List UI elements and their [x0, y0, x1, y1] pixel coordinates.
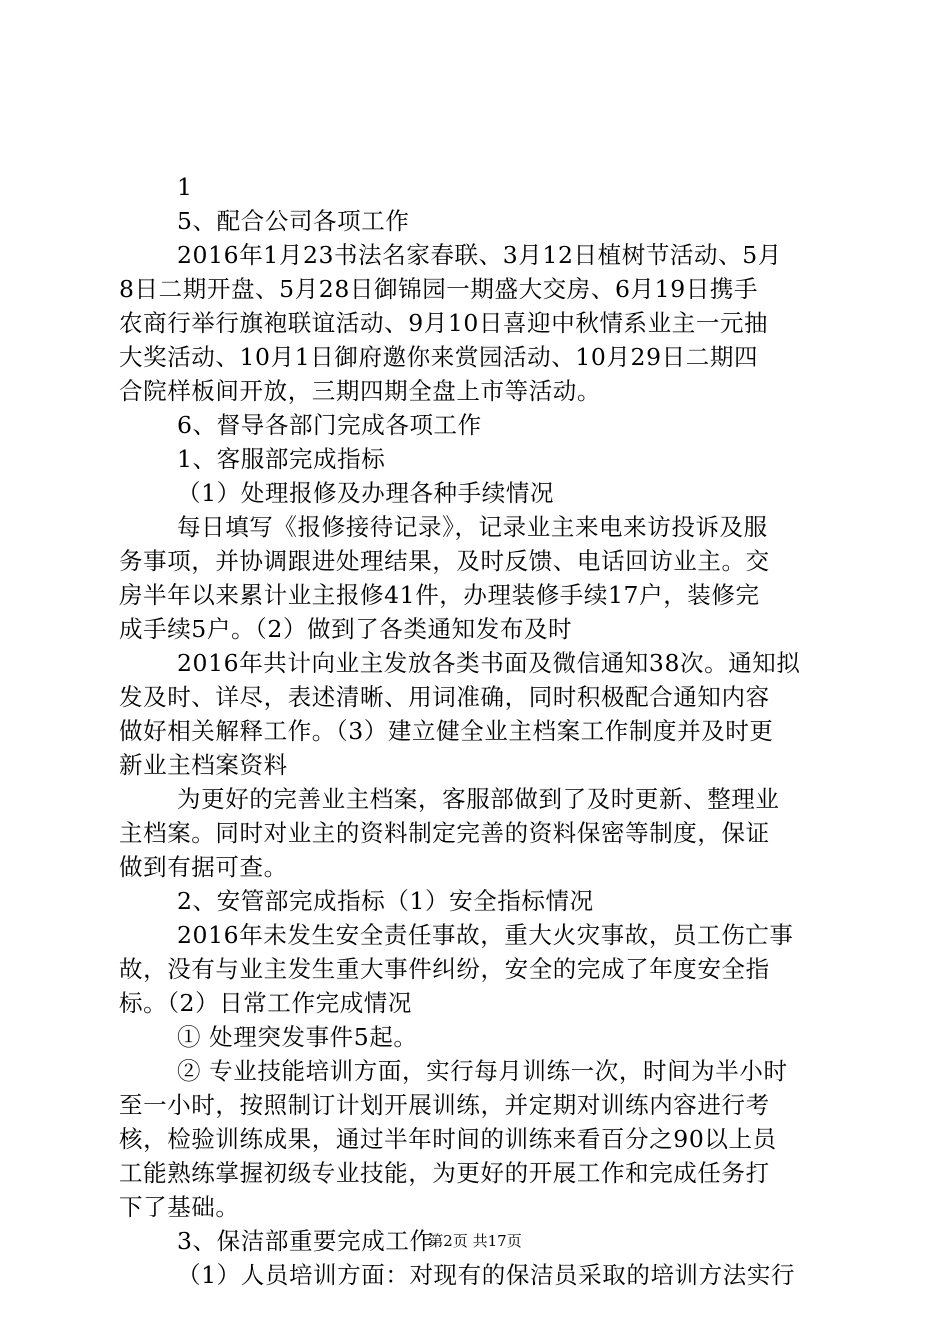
- text-line: 核，检验训练成果，通过半年时间的训练来看百分之90以上员: [119, 1125, 777, 1153]
- section-heading: 6、督导各部门完成各项工作: [177, 411, 482, 439]
- text-line: 新业主档案资料: [119, 751, 288, 779]
- text-line: 2016年未发生安全责任事故，重大火灾事故，员工伤亡事: [177, 921, 794, 949]
- text-line: 下了基础。: [119, 1193, 240, 1221]
- text-line: 发及时、详尽，表述清晰、用词准确，同时积极配合通知内容: [119, 683, 770, 711]
- text-line: 房半年以来累计业主报修41件，办理装修手续17户，装修完: [119, 581, 760, 609]
- text-line: 合院样板间开放，三期四期全盘上市等活动。: [119, 377, 601, 405]
- list-item: ② 专业技能培训方面，实行每月训练一次，时间为半小时: [177, 1057, 788, 1085]
- text-line: 2016年共计向业主发放各类书面及微信通知38次。通知拟: [177, 649, 801, 677]
- text-line: 农商行举行旗袍联谊活动、9月10日喜迎中秋情系业主一元抽: [119, 309, 769, 337]
- text-line: 工能熟练掌握初级专业技能，为更好的开展工作和完成任务打: [119, 1159, 770, 1187]
- text-line: 做好相关解释工作。（3）建立健全业主档案工作制度并及时更: [119, 717, 774, 745]
- section-heading: 1、客服部完成指标: [177, 445, 386, 473]
- subsection-heading: （1）人员培训方面：对现有的保洁员采取的培训方法实行: [177, 1261, 796, 1289]
- text-line: 2016年1月23书法名家春联、3月12日植树节活动、5月: [177, 241, 782, 269]
- subsection-heading: （1）处理报修及办理各种手续情况: [177, 479, 555, 507]
- text-line: 做到有据可查。: [119, 853, 288, 881]
- text-line: 标。（2）日常工作完成情况: [119, 989, 413, 1017]
- text-line: 每日填写《报修接待记录》，记录业主来电来访投诉及服: [177, 513, 768, 541]
- text-line: 主档案。同时对业主的资料制定完善的资料保密等制度，保证: [119, 819, 770, 847]
- text-line: 8日二期开盘、5月28日御锦园一期盛大交房、6月19日携手: [119, 275, 759, 303]
- text-line: 1: [177, 173, 193, 201]
- section-heading: 3、保洁部重要完成工作: [177, 1227, 434, 1255]
- text-line: 大奖活动、10月1日御府邀你来赏园活动、10月29日二期四: [119, 343, 759, 371]
- text-line: 成手续5户。（2）做到了各类通知发布及时: [119, 615, 573, 643]
- text-line: 为更好的完善业主档案，客服部做到了及时更新、整理业: [177, 785, 780, 813]
- text-line: 故，没有与业主发生重大事件纠纷，安全的完成了年度安全指: [119, 955, 770, 983]
- list-item: ① 处理突发事件5起。: [177, 1023, 418, 1051]
- text-line: 务事项，并协调跟进处理结果，及时反馈、电话回访业主。交: [119, 547, 770, 575]
- page-number: 第2页 共17页: [428, 1232, 522, 1250]
- section-heading: 5、配合公司各项工作: [177, 207, 410, 235]
- text-line: 至一小时，按照制订计划开展训练，并定期对训练内容进行考: [119, 1091, 770, 1119]
- page-footer: [0, 1231, 950, 1251]
- section-heading: 2、安管部完成指标（1）安全指标情况: [177, 887, 594, 915]
